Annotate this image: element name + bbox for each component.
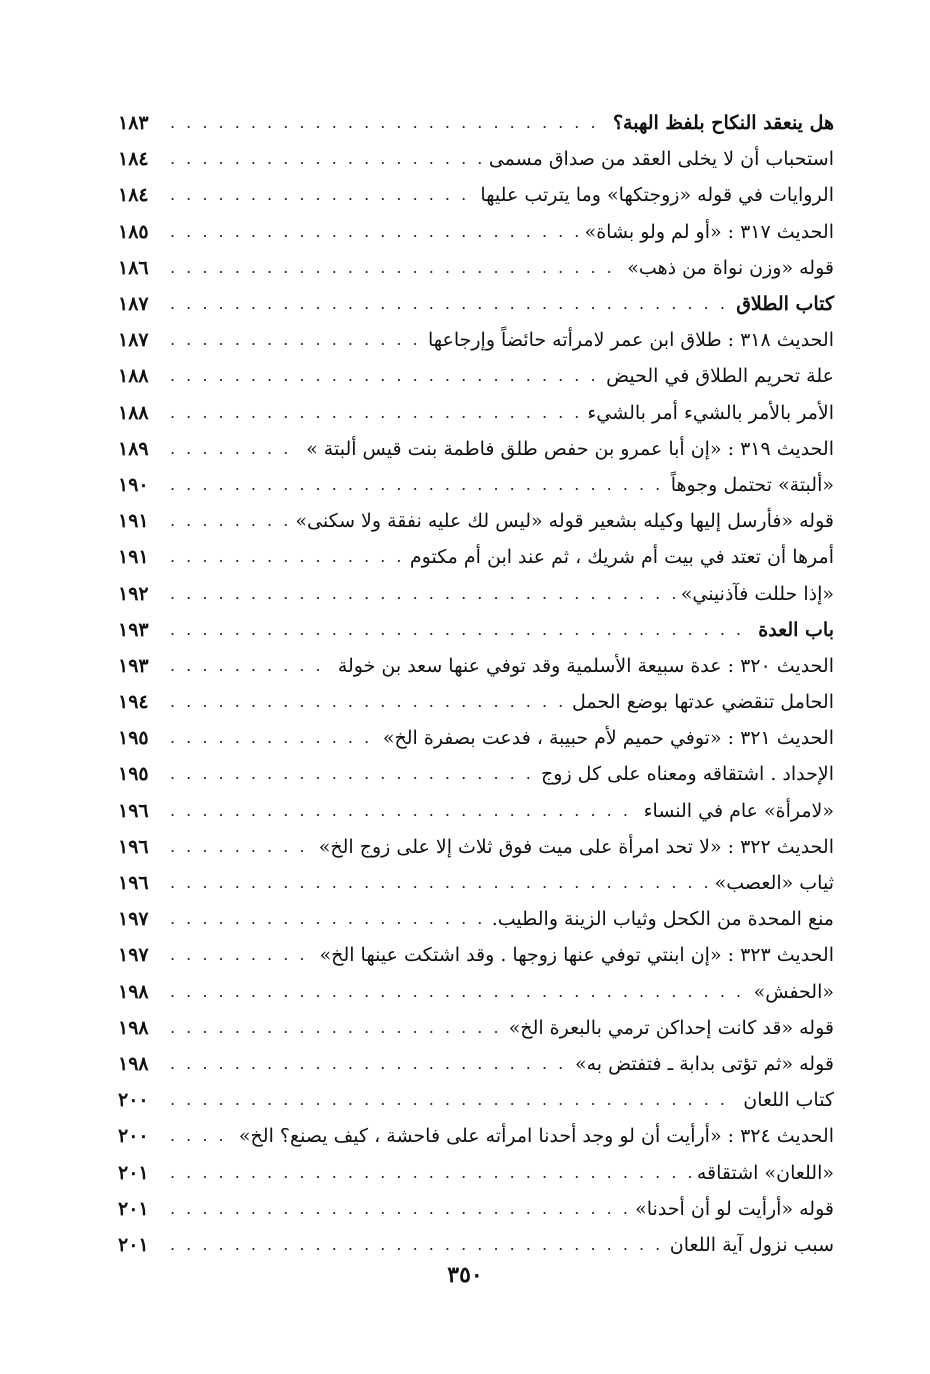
toc-entry xyxy=(118,1191,834,1227)
toc-entry xyxy=(118,648,834,684)
entry-title: سبب نزول آية اللعان xyxy=(669,1233,834,1256)
leader-dots xyxy=(168,974,748,1010)
toc-entry xyxy=(118,829,834,865)
leader-dots xyxy=(168,1046,569,1082)
entry-title: الحديث ٣٢١ : «توفي حميم لأم حبيبة ، فدعت بصفرة الخ» xyxy=(382,727,834,750)
leader-dots xyxy=(168,467,665,503)
leader-dots xyxy=(168,793,638,829)
entry-page-number: ١٩٨ xyxy=(118,980,149,1003)
leader-dots xyxy=(168,250,621,286)
toc-entry xyxy=(118,1227,834,1263)
leader-dots xyxy=(168,431,300,467)
entry-page-number: ١٩٧ xyxy=(118,944,149,967)
toc-entry xyxy=(118,141,834,177)
entry-page-number: ١٩٦ xyxy=(118,835,149,858)
leader-dots xyxy=(168,358,600,394)
toc-entry xyxy=(118,684,834,720)
leader-dots xyxy=(168,1082,737,1118)
leader-dots xyxy=(168,937,314,973)
toc-entry xyxy=(118,612,834,648)
leader-dots xyxy=(168,503,289,539)
entry-title: الحديث ٣٢٤ : «أرأيت أن لو وجد أحدنا امرأته على فاحشة ، كيف يصنع؟ الخ» xyxy=(238,1125,834,1148)
entry-page-number: ١٨٤ xyxy=(118,148,149,171)
entry-page-number: ١٩٧ xyxy=(118,908,149,931)
entry-page-number: ١٩١ xyxy=(118,510,149,533)
toc-entry xyxy=(118,1082,834,1118)
entry-page-number: ١٩٣ xyxy=(118,654,149,677)
toc-entry xyxy=(118,937,834,973)
entry-title: هل ينعقد النكاح بلفظ الهبة؟ xyxy=(612,112,834,135)
leader-dots xyxy=(168,576,675,612)
entry-page-number: ١٨٤ xyxy=(118,184,149,207)
toc-entry xyxy=(118,575,834,611)
entry-title: باب العدة xyxy=(758,618,834,641)
leader-dots xyxy=(168,286,730,322)
entry-title: أمرها أن تعتد في بيت أم شريك ، ثم عند ابن أم مكتوم xyxy=(409,546,834,569)
entry-title: علة تحريم الطلاق في الحيض xyxy=(606,365,834,388)
entry-page-number: ١٩١ xyxy=(118,546,149,569)
leader-dots xyxy=(168,901,486,937)
entry-page-number: ٢٠١ xyxy=(118,1197,149,1220)
entry-page-number: ١٨٥ xyxy=(118,220,149,243)
leader-dots xyxy=(168,720,377,756)
toc-entry xyxy=(118,250,834,286)
entry-page-number: ١٨٨ xyxy=(118,365,149,388)
entry-page-number: ١٨٧ xyxy=(118,329,149,352)
entry-title: الحديث ٣٢٣ : «إن ابنتي توفي عنها زوجها . وقد اشتكت عينها الخ» xyxy=(319,944,834,967)
leader-dots xyxy=(168,829,313,865)
entry-page-number: ١٩٣ xyxy=(118,618,149,641)
entry-title: قوله «فأرسل إليها وكيله بشعير قوله «ليس لك عليه نفقة ولا سكنى» xyxy=(295,510,834,533)
entry-title: ثياب «العصب» xyxy=(714,872,834,895)
entry-title: «اللعان» اشتقاقه xyxy=(696,1161,834,1184)
entry-page-number: ١٨٨ xyxy=(118,401,149,424)
entry-title: «ألبتة» تحتمل وجوهاً xyxy=(670,473,834,496)
entry-title: «الحفش» xyxy=(753,980,834,1003)
toc-entry xyxy=(118,105,834,141)
leader-dots xyxy=(168,1010,503,1046)
entry-page-number: ٢٠١ xyxy=(118,1161,149,1184)
leader-dots xyxy=(168,1227,664,1263)
entry-title: الحديث ٣١٨ : طلاق ابن عمر لامرأته حائضاً وإرجاعها xyxy=(427,329,834,352)
leader-dots xyxy=(168,648,332,684)
toc-entry xyxy=(118,467,834,503)
entry-title: «لامرأة» عام في النساء xyxy=(643,799,834,822)
leader-dots xyxy=(168,105,607,141)
entry-title: قوله «قد كانت إحداكن ترمي بالبعرة الخ» xyxy=(508,1016,834,1039)
entry-page-number: ١٩٨ xyxy=(118,1016,149,1039)
entry-page-number: ٢٠٠ xyxy=(118,1089,149,1112)
entry-page-number: ٢٠١ xyxy=(118,1233,149,1256)
entry-title: الروايات في قوله «زوجتكها» وما يترتب عليها xyxy=(480,184,834,207)
leader-dots xyxy=(168,684,566,720)
toc-entry xyxy=(118,1046,834,1082)
entry-title: استحباب أن لا يخلى العقد من صداق مسمى xyxy=(488,148,834,171)
leader-dots xyxy=(168,865,709,901)
leader-dots xyxy=(168,1155,691,1191)
entry-title: الأمر بالأمر بالشيء أمر بالشيء xyxy=(587,401,834,424)
entry-title: قوله «وزن نواة من ذهب» xyxy=(627,256,834,279)
toc-entry xyxy=(118,865,834,901)
entry-page-number: ١٩٥ xyxy=(118,763,149,786)
toc-entry xyxy=(118,974,834,1010)
toc-entry xyxy=(118,395,834,431)
entry-title: الحديث ٣٢٢ : «لا تحد امرأة على ميت فوق ثلاث إلا على زوج الخ» xyxy=(318,835,834,858)
table-of-contents xyxy=(118,105,834,1263)
entry-page-number: ١٩٥ xyxy=(118,727,149,750)
toc-entry xyxy=(118,720,834,756)
toc-entry xyxy=(118,358,834,394)
toc-entry xyxy=(118,503,834,539)
toc-entry xyxy=(118,322,834,358)
toc-entry xyxy=(118,1118,834,1154)
leader-dots xyxy=(168,214,579,250)
entry-title: الإحداد . اشتقاقه ومعناه على كل زوج xyxy=(541,763,834,786)
page-number: ٣٥٠ xyxy=(447,1262,483,1288)
entry-page-number: ١٨٧ xyxy=(118,293,149,316)
entry-page-number: ١٨٩ xyxy=(118,437,149,460)
entry-title: منع المحدة من الكحل وثياب الزينة والطيب. xyxy=(491,908,834,931)
toc-entry xyxy=(118,539,834,575)
entry-page-number: ١٨٣ xyxy=(118,112,149,135)
leader-dots xyxy=(168,1118,233,1154)
entry-title: «إذا حللت فآذنيني» xyxy=(680,582,834,605)
entry-title: قوله «ثم تؤتى بدابة ـ فتفتض به» xyxy=(574,1052,834,1075)
toc-entry xyxy=(118,756,834,792)
entry-title: قوله «أرأيت لو أن أحدنا» xyxy=(635,1197,834,1220)
toc-entry xyxy=(118,1010,834,1046)
leader-dots xyxy=(168,539,404,575)
entry-title: الحديث ٣١٩ : «إن أبا عمرو بن حفص طلق فاطمة بنت قيس ألبتة » xyxy=(306,437,834,460)
toc-entry xyxy=(118,214,834,250)
leader-dots xyxy=(168,141,483,177)
entry-page-number: ١٩٠ xyxy=(118,473,149,496)
entry-page-number: ٢٠٠ xyxy=(118,1125,149,1148)
leader-dots xyxy=(168,322,422,358)
leader-dots xyxy=(168,1191,629,1227)
entry-title: الحامل تنقضي عدتها بوضع الحمل xyxy=(572,691,834,714)
entry-page-number: ١٩٦ xyxy=(118,799,149,822)
entry-title: الحديث ٣١٧ : «أو لم ولو بشاة» xyxy=(584,220,834,243)
entry-page-number: ١٩٤ xyxy=(118,691,149,714)
entry-title: الحديث ٣٢٠ : عدة سبيعة الأسلمية وقد توفي عنها سعد بن خولة xyxy=(337,654,834,677)
toc-entry xyxy=(118,1154,834,1190)
toc-entry xyxy=(118,901,834,937)
toc-entry xyxy=(118,431,834,467)
leader-dots xyxy=(168,612,752,648)
entry-page-number: ١٩٨ xyxy=(118,1052,149,1075)
toc-entry xyxy=(118,793,834,829)
entry-title: كتاب الطلاق xyxy=(736,293,834,316)
entry-page-number: ١٩٦ xyxy=(118,872,149,895)
toc-entry xyxy=(118,177,834,213)
leader-dots xyxy=(168,177,474,213)
leader-dots xyxy=(168,756,535,792)
leader-dots xyxy=(168,395,581,431)
entry-title: كتاب اللعان xyxy=(743,1089,834,1112)
entry-page-number: ١٨٦ xyxy=(118,256,149,279)
toc-entry xyxy=(118,286,834,322)
entry-page-number: ١٩٢ xyxy=(118,582,149,605)
